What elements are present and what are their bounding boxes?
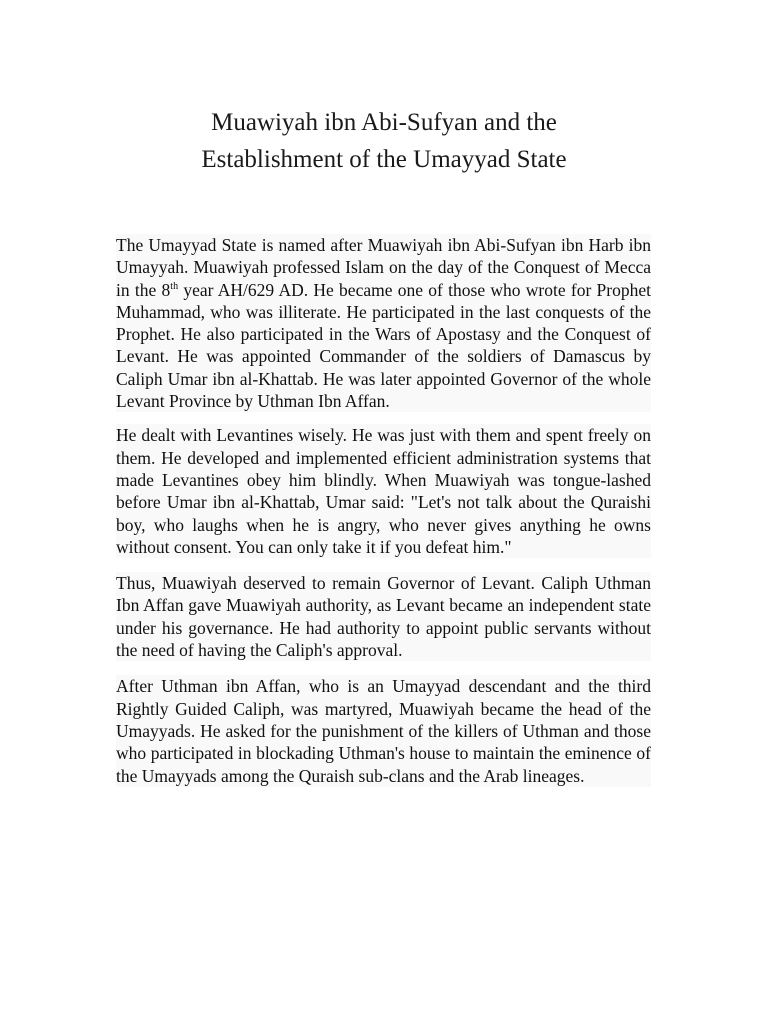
page-title	[100, 104, 668, 178]
paragraph-4: After Uthman ibn Affan, who is an Umayyad descendant and the third Rightly Guided Caliph, was martyred, Muawiyah became the head of the Umayyads. He asked for the punishment of the killers of Uthman and those who participated in blockading Uthman's house to maintain the eminence of the Umayyads among the Quraish sub-clans and the Arab lineages.	[116, 676, 651, 786]
paragraph-1-part-a: The Umayyad State is named after Muawiyah ibn Abi-Sufyan ibn Harb ibn Umayyah. Muawiyah professed Islam on the day of the Conquest of Mecca in the 8	[116, 235, 651, 300]
body-text	[116, 234, 651, 801]
ordinal-superscript: th	[170, 280, 179, 292]
title-line-2: Establishment of the Umayyad State	[201, 146, 567, 173]
title-line-1: Muawiyah ibn Abi-Sufyan and the	[211, 109, 557, 136]
paragraph-1	[116, 234, 651, 412]
paragraph-3: Thus, Muawiyah deserved to remain Governor of Levant. Caliph Uthman Ibn Affan gave Muawiyah authority, as Levant became an independent state under his governance. He had authority to appoint public servants without the need of having the Caliph's approval.	[116, 573, 651, 661]
paragraph-1-part-b: year AH/629 AD. He became one of those who wrote for Prophet Muhammad, who was illiterate. He participated in the last conquests of the Prophet. He also participated in the Wars of Apostasy and the Conquest of Levant. He was appointed Commander of the soldiers of Damascus by Caliph Umar ibn al-Khattab. He was later appointed Governor of the whole Levant Province by Uthman Ibn Affan.	[116, 279, 652, 412]
paragraph-2: He dealt with Levantines wisely. He was just with them and spent freely on them. He developed and implemented efficient administration systems that made Levantines obey him blindly. When Muawiyah was tongue-lashed before Umar ibn al-Khattab, Umar said: "Let's not talk about the Quraishi boy, who laughs when he is angry, who never gives anything he owns without consent. You can only take it if you defeat him."	[116, 425, 651, 557]
